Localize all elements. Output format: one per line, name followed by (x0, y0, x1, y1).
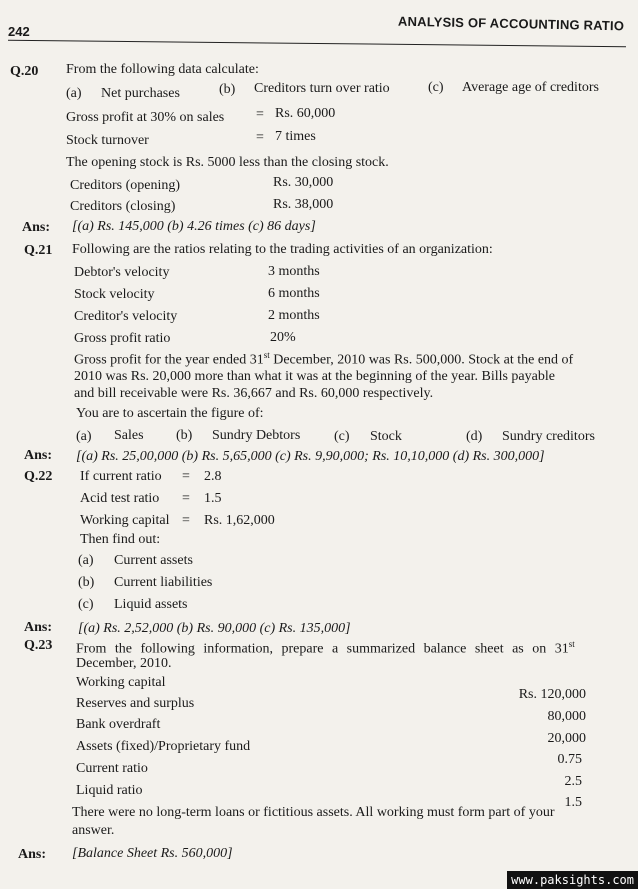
q20-creditors-closing-value: Rs. 38,000 (273, 197, 334, 212)
q23-value-bank-overdraft: 20,000 (547, 731, 586, 746)
q22-c-text: Liquid assets (114, 597, 188, 612)
q23-item-fixed-assets-ratio: Assets (fixed)/Proprietary fund (76, 739, 251, 754)
q21-cv-value: 2 months (268, 308, 320, 323)
q21-gpr-label: Gross profit ratio (74, 331, 171, 346)
q23-item-reserves: Reserves and surplus (76, 696, 195, 711)
q22-wc-label: Working capital (80, 513, 170, 528)
q23-item-liquid-ratio: Liquid ratio (76, 783, 143, 798)
q22-atr-eq: = (182, 491, 190, 506)
q22-wc-eq: = (182, 513, 190, 528)
q23-value-liquid-ratio: 1.5 (564, 795, 582, 810)
q21-dv-label: Debtor's velocity (74, 265, 170, 280)
q23-item-current-ratio: Current ratio (76, 761, 148, 776)
q23-value-working-capital: Rs. 120,000 (518, 687, 586, 702)
q22-a-text: Current assets (114, 553, 193, 568)
q21-sv-label: Stock velocity (74, 287, 155, 302)
q20-b-key: (b) (219, 82, 236, 97)
q21-a-key: (a) (76, 429, 92, 444)
q20-c-key: (c) (428, 80, 444, 95)
q22-answer: [(a) Rs. 2,52,000 (b) Rs. 90,000 (c) Rs. 135,000] (78, 621, 351, 636)
q20-answer: [(a) Rs. 145,000 (b) 4.26 times (c) 86 days] (72, 219, 316, 234)
q21-answer: [(a) Rs. 25,00,000 (b) Rs. 5,65,000 (c) Rs. 9,90,000; Rs. 10,10,000 (d) Rs. 300,000] (76, 449, 545, 464)
q21-b-text: Sundry Debtors (212, 428, 301, 443)
q20-ans-label: Ans: (22, 220, 51, 235)
q21-ans-label: Ans: (24, 448, 53, 463)
q20-intro: From the following data calculate: (66, 62, 259, 77)
q23-value-fixed-assets-ratio: 0.75 (557, 752, 582, 767)
q23-value-reserves: 80,000 (547, 709, 586, 724)
q23-value-current-ratio: 2.5 (564, 774, 582, 789)
q21-dv-value: 3 months (268, 264, 320, 279)
q20-a-text: Net purchases (101, 86, 180, 101)
q23-answer: [Balance Sheet Rs. 560,000] (72, 846, 233, 861)
q20-opening-note: The opening stock is Rs. 5000 less than the closing stock. (66, 155, 389, 170)
header-rule (8, 40, 626, 47)
q21-gpr-value: 20% (270, 330, 296, 345)
q21-a-text: Sales (114, 428, 144, 443)
page-number: 242 (8, 24, 30, 39)
q22-b-key: (b) (78, 575, 95, 590)
q22-wc-value: Rs. 1,62,000 (204, 513, 275, 528)
q22-atr-label: Acid test ratio (80, 491, 160, 506)
q23-note-line-1: There were no long-term loans or fictitious assets. All working must form part of your (72, 805, 555, 820)
q23-ans-label: Ans: (18, 847, 47, 862)
q22-then: Then find out: (80, 532, 161, 547)
q21-paragraph-line-1: Gross profit for the year ended 31st December, 2010 was Rs. 500,000. Stock at the end of (74, 350, 574, 368)
q21-paragraph-line-3: and bill receivable were Rs. 36,667 and Rs. 60,000 respectively. (74, 386, 434, 401)
q22-label: Q.22 (24, 469, 53, 484)
q22-cr-eq: = (182, 469, 190, 484)
q21-ascertain: You are to ascertain the figure of: (76, 406, 264, 421)
q20-gp-value: Rs. 60,000 (275, 106, 336, 121)
q23-note-line-2: answer. (72, 823, 115, 838)
q20-c-text: Average age of creditors (462, 80, 599, 95)
q22-ans-label: Ans: (24, 620, 53, 635)
q22-a-key: (a) (78, 553, 94, 568)
q20-label: Q.20 (10, 64, 39, 79)
q20-st-eq: = (256, 130, 264, 145)
q20-b-text: Creditors turn over ratio (254, 81, 390, 96)
q21-d-text: Sundry creditors (502, 429, 595, 444)
q20-a-key: (a) (66, 86, 82, 101)
q21-c-key: (c) (334, 429, 350, 444)
q21-sv-value: 6 months (268, 286, 320, 301)
q23-item-bank-overdraft: Bank overdraft (76, 717, 161, 732)
q21-c-text: Stock (370, 429, 402, 444)
chapter-title: ANALYSIS OF ACCOUNTING RATIO (397, 13, 625, 34)
q23-intro-line-2: December, 2010. (76, 656, 172, 671)
q20-creditors-closing-label: Creditors (closing) (70, 199, 176, 214)
q23-item-working-capital: Working capital (76, 675, 166, 690)
q22-c-key: (c) (78, 597, 94, 612)
q20-gp-eq: = (256, 107, 264, 122)
q22-cr-value: 2.8 (204, 469, 222, 484)
q21-label: Q.21 (24, 243, 53, 258)
q23-intro-line-1: From the following information, prepare a summarized balance sheet as on 31st (76, 639, 575, 657)
q21-d-key: (d) (466, 429, 483, 444)
q20-st-label: Stock turnover (66, 133, 149, 148)
q22-cr-label: If current ratio (80, 469, 162, 484)
q20-creditors-opening-value: Rs. 30,000 (273, 175, 334, 190)
watermark-url: www.paksights.com (507, 871, 638, 889)
q21-paragraph-line-2: 2010 was Rs. 20,000 more than what it was at the beginning of the year. Bills payable (74, 369, 555, 384)
q20-st-value: 7 times (275, 129, 316, 144)
q20-gp-label: Gross profit at 30% on sales (66, 110, 225, 125)
q20-creditors-opening-label: Creditors (opening) (70, 178, 181, 193)
q21-b-key: (b) (176, 428, 193, 443)
q22-atr-value: 1.5 (204, 491, 222, 506)
q21-cv-label: Creditor's velocity (74, 309, 178, 324)
q21-intro: Following are the ratios relating to the trading activities of an organization: (72, 242, 493, 257)
q23-label: Q.23 (24, 638, 53, 653)
q22-b-text: Current liabilities (114, 575, 213, 590)
